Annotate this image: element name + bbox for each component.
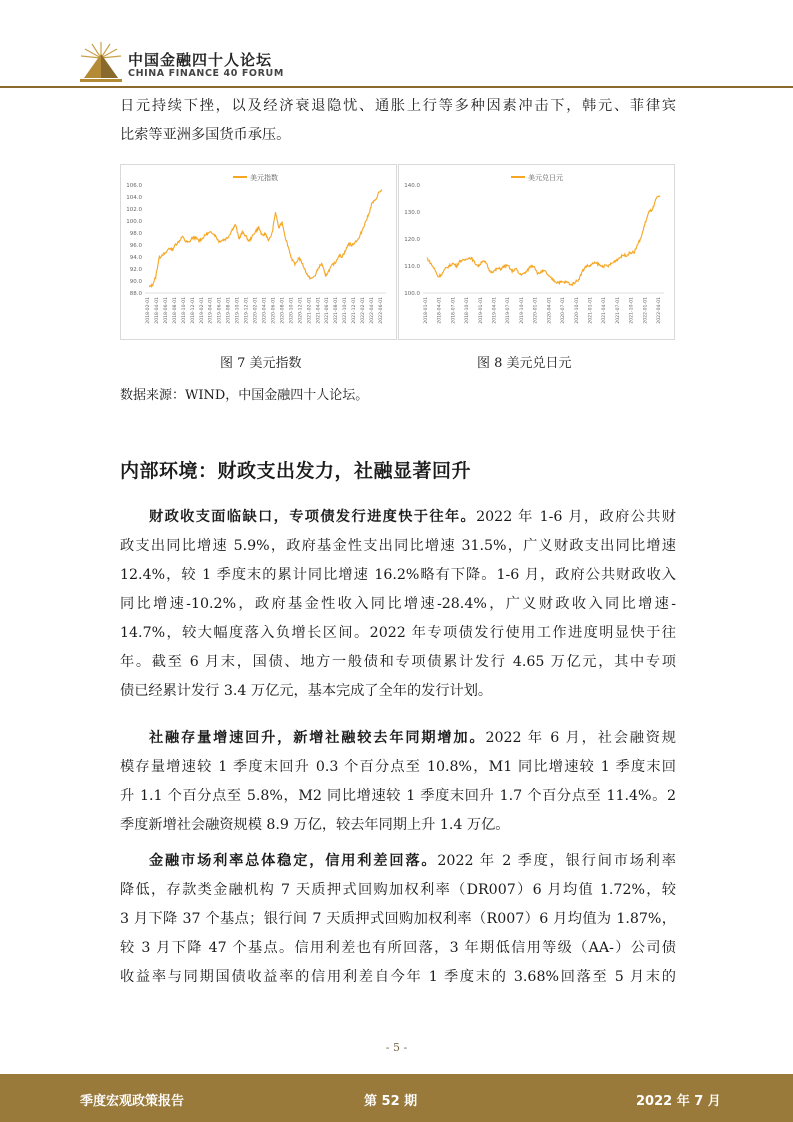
x-tick-label: 2019-06-01 — [217, 297, 223, 324]
x-tick-label: 2019-01-01 — [478, 297, 484, 324]
intro-paragraph — [120, 92, 676, 150]
y-tick-label: 110.0 — [404, 264, 420, 270]
x-tick-label: 2019-02-01 — [199, 297, 205, 324]
x-tick-label: 2022-02-01 — [361, 297, 367, 324]
section-title: 内部环境：财政支出发力，社融显著回升 — [120, 460, 472, 482]
x-tick-label: 2021-07-01 — [615, 297, 621, 324]
x-tick-label: 2019-12-01 — [244, 297, 250, 324]
figure-7-caption: 图 7 美元指数 — [220, 356, 302, 371]
x-tick-label: 2021-04-01 — [602, 297, 608, 324]
brand-name-en: CHINA FINANCE 40 FORUM — [128, 68, 284, 79]
chart-usd-jpy-plot — [399, 165, 674, 339]
y-tick-label: 102.0 — [126, 207, 142, 213]
y-tick-label: 90.0 — [129, 279, 142, 285]
text-line: 2022 年 2 季度，银行间市场利率 — [437, 853, 676, 869]
x-tick-label: 2018-01-01 — [424, 297, 429, 324]
text-line: 收益率与同期国债收益率的信用利差自今年 1 季度末的 3.68%回落至 5 月末的 — [120, 969, 676, 985]
text-line: 3 月下降 37 个基点；银行间 7 天质押式回购加权利率（R007）6 月均值为 1.87%， — [120, 911, 676, 927]
text-line: 2022 年 1-6 月，政府公共财 — [476, 509, 676, 525]
x-tick-label: 2021-12-01 — [352, 297, 358, 324]
y-tick-label: 100.0 — [404, 291, 420, 297]
paragraph-lead: 财政收支面临缺口，专项债发行进度快于往年。 — [149, 509, 477, 525]
y-tick-label: 88.0 — [129, 291, 142, 297]
x-tick-label: 2020-04-01 — [262, 297, 268, 324]
y-tick-label: 130.0 — [404, 210, 420, 216]
page-footer — [0, 1074, 793, 1122]
series-line — [149, 190, 382, 287]
x-tick-label: 2018-02-01 — [146, 297, 151, 324]
paragraph-lead: 社融存量增速回升，新增社融较去年同期增加。 — [149, 730, 486, 746]
y-tick-label: 104.0 — [126, 195, 142, 201]
text-line: 比索等亚洲多国货币承压。 — [120, 127, 291, 143]
x-tick-label: 2021-08-01 — [334, 297, 340, 324]
y-tick-label: 92.0 — [129, 267, 142, 273]
y-tick-label: 98.0 — [129, 231, 142, 237]
x-tick-label: 2021-10-01 — [629, 297, 635, 324]
legend — [233, 173, 278, 182]
text-line: 季度新增社会融资规模 8.9 万亿，较去年同期上升 1.4 万亿。 — [120, 817, 510, 833]
x-tick-label: 2020-12-01 — [298, 297, 304, 324]
x-tick-label: 2019-10-01 — [519, 297, 525, 324]
chart-usd-jpy — [398, 164, 675, 340]
text-line: 债已经累计发行 3.4 万亿元，基本完成了全年的发行计划。 — [120, 683, 493, 699]
page-header — [0, 0, 793, 88]
legend-label: 美元兑日元 — [528, 174, 563, 182]
paragraph-fiscal — [120, 503, 676, 706]
paragraph-social-financing — [120, 724, 676, 840]
x-tick-label: 2022-06-01 — [379, 297, 384, 324]
x-tick-label: 2018-08-01 — [172, 297, 178, 324]
x-tick-label: 2021-06-01 — [325, 297, 331, 324]
y-tick-label: 120.0 — [404, 237, 420, 243]
x-tick-label: 2021-10-01 — [343, 297, 349, 324]
x-tick-label: 2018-10-01 — [465, 297, 471, 324]
x-tick-label: 2020-10-01 — [289, 297, 295, 324]
y-tick-label: 100.0 — [126, 219, 142, 225]
text-line: 日元持续下挫，以及经济衰退隐忧、通胀上行等多种因素冲击下，韩元、菲律宾 — [120, 98, 676, 114]
text-line: 较 3 月下降 47 个基点。信用利差也有所回落，3 年期低信用等级（AA-）公司债 — [120, 940, 676, 956]
x-tick-label: 2020-08-01 — [280, 297, 286, 324]
x-tick-label: 2018-10-01 — [181, 297, 187, 324]
forum-logo-icon — [78, 40, 124, 84]
chart-usd-index-plot — [121, 165, 396, 339]
text-line: 2022 年 6 月，社会融资规 — [485, 730, 676, 746]
x-tick-label: 2019-04-01 — [492, 297, 498, 324]
text-line: 降低，存款类金融机构 7 天质押式回购加权利率（DR007）6 月均值 1.72%，较 — [120, 882, 676, 898]
x-tick-label: 2020-02-01 — [253, 297, 259, 324]
x-tick-label: 2018-07-01 — [451, 297, 457, 324]
text-line: 升 1.1 个百分点至 5.8%，M2 同比增速较 1 季度末回升 1.7 个百分点至 11.4%。2 — [120, 788, 676, 804]
paragraph-interest-rates — [120, 847, 676, 992]
x-tick-label: 2019-07-01 — [506, 297, 512, 324]
text-line: 同比增速-10.2%，政府基金性收入同比增速-28.4%，广义财政收入同比增速- — [120, 596, 676, 612]
footer-report-name: 季度宏观政策报告 — [80, 1094, 185, 1109]
x-tick-label: 2020-01-01 — [533, 297, 539, 324]
text-line: 模存量增速较 1 季度末回升 0.3 个百分点至 10.8%，M1 同比增速较 1 季度末回 — [120, 759, 676, 775]
x-tick-label: 2019-10-01 — [235, 297, 241, 324]
x-tick-label: 2018-04-01 — [154, 297, 160, 324]
text-line: 年。截至 6 月末，国债、地方一般债和专项债累计发行 4.65 万亿元，其中专项 — [120, 654, 676, 670]
x-tick-label: 2020-04-01 — [547, 297, 553, 324]
x-tick-label: 2020-07-01 — [561, 297, 567, 324]
x-tick-label: 2020-06-01 — [271, 297, 277, 324]
x-tick-label: 2019-04-01 — [208, 297, 214, 324]
y-tick-label: 106.0 — [126, 183, 142, 189]
x-tick-label: 2018-04-01 — [437, 297, 443, 324]
page-number: - 5 - — [385, 1041, 408, 1054]
data-source-note: 数据来源：WIND，中国金融四十人论坛。 — [120, 388, 369, 403]
x-tick-label: 2021-02-01 — [307, 297, 313, 324]
y-tick-label: 140.0 — [404, 183, 420, 189]
legend-label: 美元指数 — [250, 174, 278, 182]
text-line: 14.7%，较大幅度落入负增长区间。2022 年专项债发行使用工作进度明显快于往 — [120, 625, 676, 641]
y-tick-label: 96.0 — [129, 243, 142, 249]
x-tick-label: 2018-12-01 — [190, 297, 196, 324]
x-tick-label: 2019-08-01 — [226, 297, 232, 324]
x-tick-label: 2020-10-01 — [574, 297, 580, 324]
figure-8-caption: 图 8 美元兑日元 — [477, 356, 572, 371]
x-tick-label: 2021-04-01 — [316, 297, 322, 324]
chart-usd-index — [120, 164, 397, 340]
series-line — [427, 196, 660, 285]
text-line: 政支出同比增速 5.9%，政府基金性支出同比增速 31.5%，广义财政支出同比增速 — [120, 538, 676, 554]
brand-name-cn: 中国金融四十人论坛 — [128, 51, 273, 69]
x-tick-label: 2022-04-01 — [370, 297, 376, 324]
x-tick-label: 2018-06-01 — [163, 297, 169, 324]
legend — [511, 173, 563, 182]
paragraph-lead: 金融市场利率总体稳定，信用利差回落。 — [149, 853, 438, 869]
x-tick-label: 2022-01-01 — [643, 297, 649, 324]
y-tick-label: 94.0 — [129, 255, 142, 261]
x-tick-label: 2022-04-01 — [657, 297, 662, 324]
x-tick-label: 2021-01-01 — [588, 297, 594, 324]
footer-issue: 第 52 期 — [364, 1094, 418, 1109]
header-rule — [0, 86, 793, 88]
footer-date: 2022 年 7 月 — [636, 1094, 721, 1109]
text-line: 12.4%，较 1 季度末的累计同比增速 16.2%略有下降。1-6 月，政府公共财政收入 — [120, 567, 676, 583]
